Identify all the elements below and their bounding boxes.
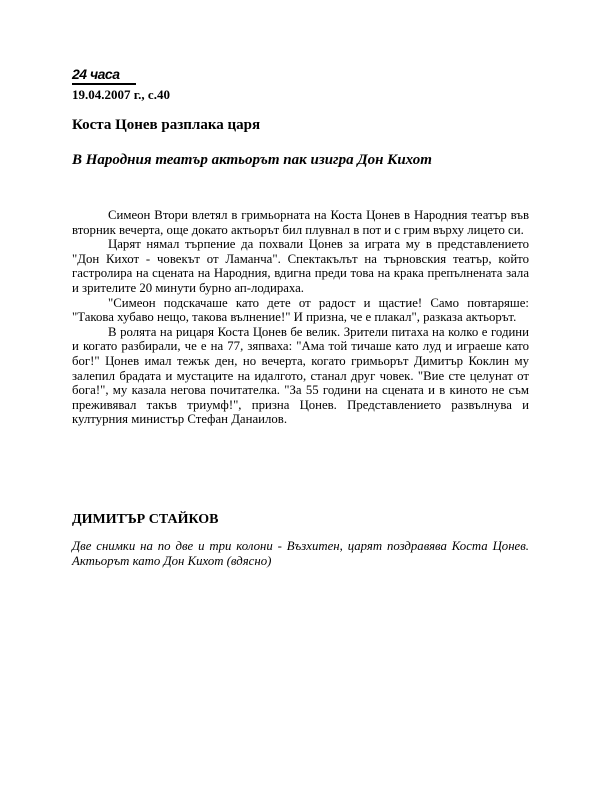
- newspaper-logo: [72, 66, 138, 88]
- newspaper-logo-text: 24 часа: [72, 66, 120, 82]
- dateline: 19.04.2007 г., с.40: [72, 87, 170, 102]
- article-paragraph: Симеон Втори влетял в гримьорната на Коста Цонев в Народния театър във вторник вечерта, още докато актьорът бил плувнал в пот и с грим върху лицето си.: [72, 208, 529, 237]
- article-paragraph: Царят нямал търпение да похвали Цонев за играта му в представлението "Дон Кихот - човекът от Ламанча". Спектакълът на търновския театър, който гастролира на сцената на Народния, вдигна преди това на крака препълнената зала и зрителите 20 минути бурно ап-лодираха.: [72, 237, 529, 295]
- headline: Коста Цонев разплака царя: [72, 117, 261, 133]
- photo-caption: Две снимки на по две и три колони - Възхитен, царят поздравява Коста Цонев. Актьорът като Дон Кихот (вдясно): [72, 539, 529, 568]
- author-byline: ДИМИТЪР СТАЙКОВ: [72, 512, 219, 527]
- logo-underline: [72, 83, 136, 85]
- subheadline: В Народния театър актьорът пак изигра Дон Кихот: [72, 152, 432, 168]
- article-paragraph: "Симеон подскачаше като дете от радост и щастие! Само повтаряше: "Такова хубаво нещо, такова вълнение!" И призна, че е плакал", разказа актьорът.: [72, 295, 529, 325]
- article-paragraph: В ролята на рицаря Коста Цонев бе велик. Зрители питаха на колко е години и когато разбирали, че е на 77, зяпваха: "Ама той тичаше като луд и играеше като бог!" Цонев имал тежък ден, но вечерта, когато гримьорът Димитър Коклин му залепил брадата и мустаците на идалгото, станал друг човек. "Вие сте целунат от бога!", му казала негова почитателка. "За 55 години на сцената и в киното не съм преживявал такъв триумф!", призна Цонев. Представлението развълнува и културния министър Стефан Данаилов.: [72, 324, 529, 427]
- article-body: [72, 208, 529, 427]
